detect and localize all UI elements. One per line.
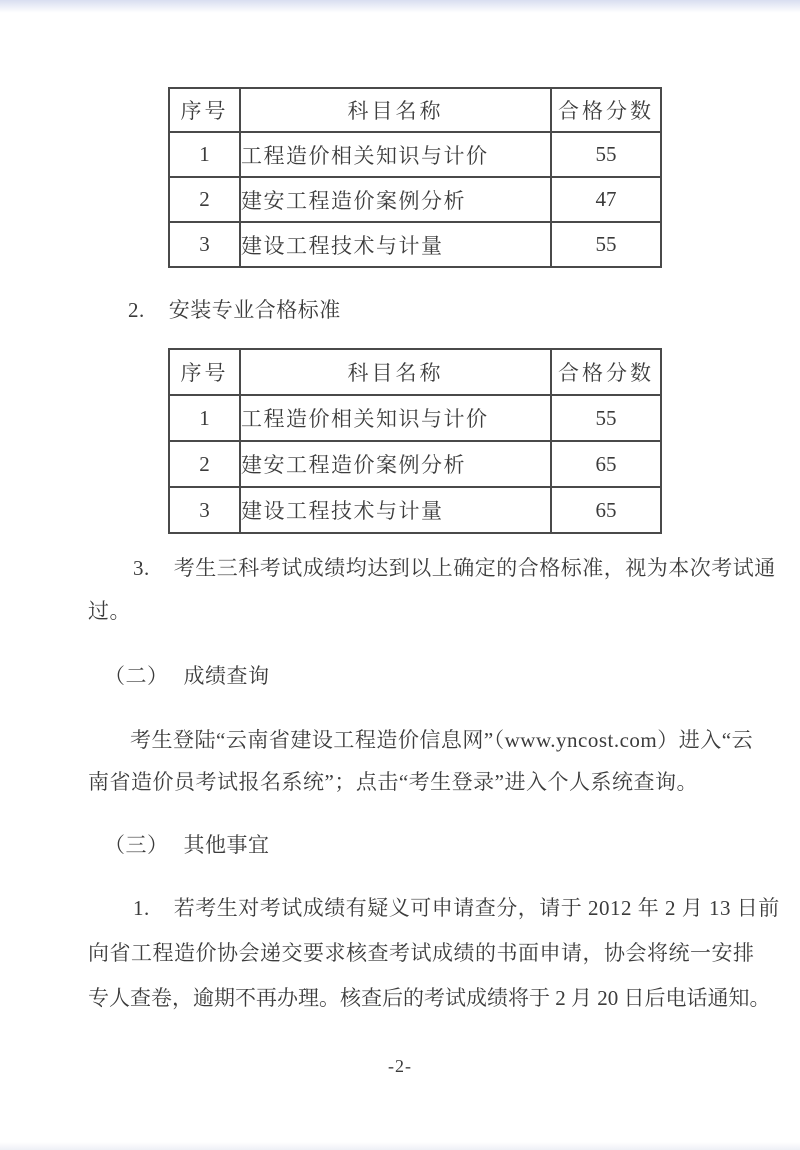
cell-subject: 建设工程技术与计量 [240,222,551,267]
cell-subject: 建安工程造价案例分析 [240,177,551,222]
table-row [169,177,661,222]
cell-score: 55 [551,222,661,267]
cell-subject: 工程造价相关知识与计价 [240,395,551,441]
cell-subject: 建设工程技术与计量 [240,487,551,533]
score-query-paragraph-line2: 南省造价员考试报名系统”；点击“考生登录”进入个人系统查询。 [88,770,698,794]
cell-subject: 工程造价相关知识与计价 [240,132,551,177]
section-number: （二） [104,664,169,688]
table-row [169,222,661,267]
table-row [169,487,661,533]
section-number: （三） [104,833,169,857]
cell-score: 65 [551,487,661,533]
col-header-score: 合格分数 [551,349,661,395]
scan-shadow-top [0,0,800,16]
cell-index: 1 [169,132,240,177]
cell-index: 2 [169,441,240,487]
cell-index: 3 [169,487,240,533]
table-row [169,395,661,441]
list-item-text: 若考生对考试成绩有疑义可申请查分，请于 2012 年 2 月 13 日前 [173,896,780,920]
col-header-subject: 科目名称 [240,349,551,395]
score-query-paragraph-line1: 考生登陆“云南省建设工程造价信息网”（www.yncost.com）进入“云 [130,728,754,752]
scan-shadow-bottom [0,1142,800,1150]
cell-subject: 建安工程造价案例分析 [240,441,551,487]
review-application-line3: 专人查卷，逾期不再办理。核查后的考试成绩将于 2 月 20 日后电话通知。 [88,986,771,1010]
col-header-index: 序号 [169,88,240,132]
cell-index: 2 [169,177,240,222]
page-number: -2- [388,1056,412,1076]
cell-score: 55 [551,132,661,177]
list-item-text: 安装专业合格标准 [168,298,341,322]
table-row [169,132,661,177]
list-item-pass-rule-line1 [133,557,776,579]
list-item-number: 3. [133,556,150,580]
list-item-number: 2. [128,298,145,322]
table-row [169,441,661,487]
list-item-pass-rule-line2: 过。 [88,599,131,623]
section-heading-score-query [104,665,270,687]
review-application-line2: 向省工程造价协会递交要求核查考试成绩的书面申请，协会将统一安排 [88,941,755,965]
cell-index: 1 [169,395,240,441]
list-item-installation-heading [128,299,341,321]
cell-index: 3 [169,222,240,267]
section-title: 其他事宜 [183,833,270,857]
cell-score: 65 [551,441,661,487]
cell-score: 55 [551,395,661,441]
cell-score: 47 [551,177,661,222]
col-header-score: 合格分数 [551,88,661,132]
installation-standard-table [168,348,662,534]
list-item-number: 1. [133,896,150,920]
col-header-index: 序号 [169,349,240,395]
section-heading-other-matters [104,834,270,856]
review-application-line1 [133,897,780,919]
table-header-row [169,349,661,395]
section-title: 成绩查询 [183,664,270,688]
table-header-row [169,88,661,132]
list-item-text: 考生三科考试成绩均达到以上确定的合格标准，视为本次考试通 [173,556,776,580]
col-header-subject: 科目名称 [240,88,551,132]
civil-standard-table [168,87,662,268]
